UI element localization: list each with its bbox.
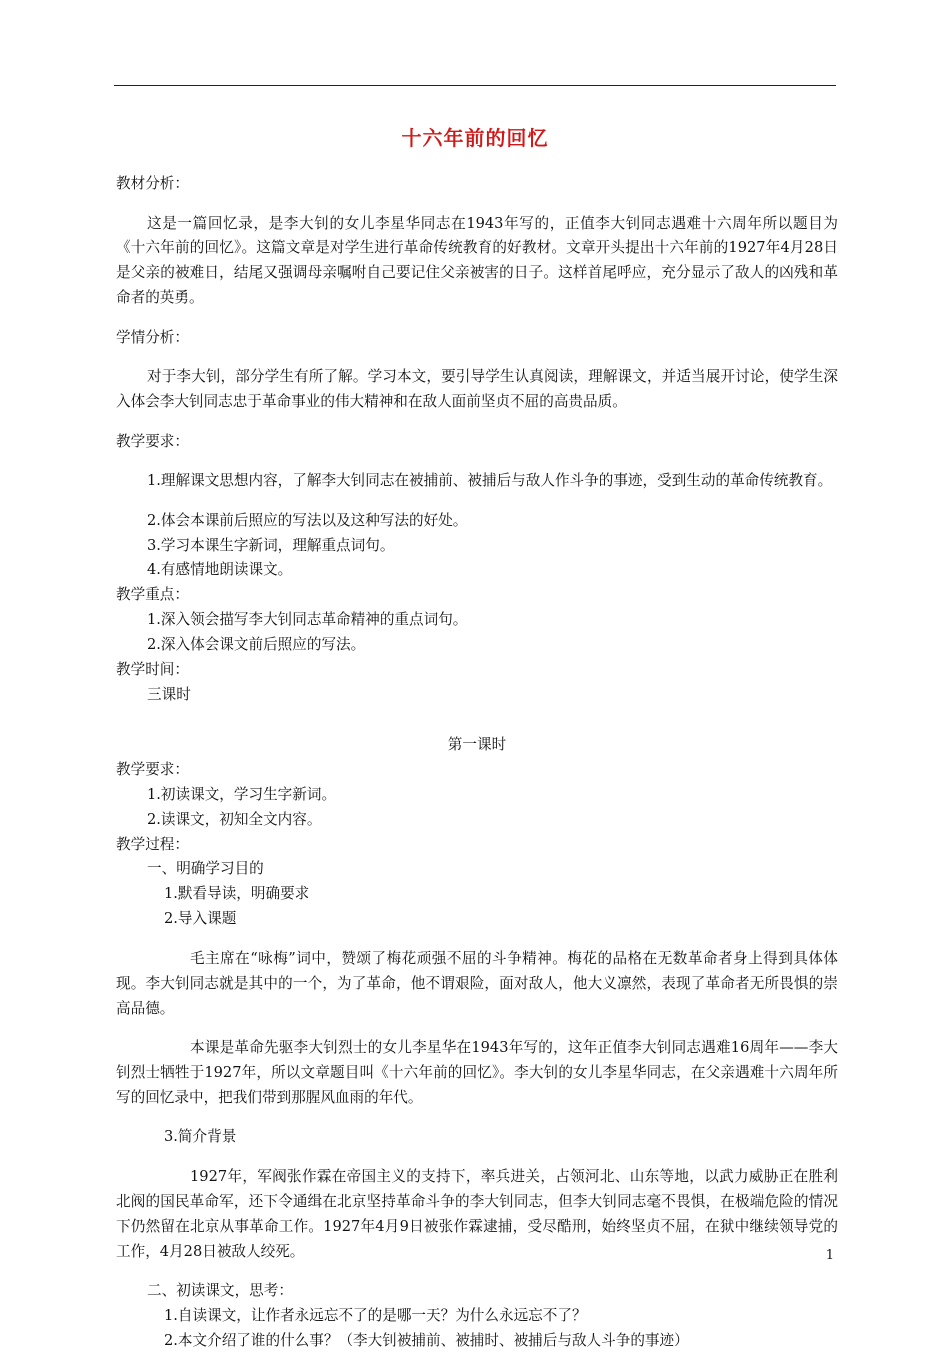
analysis-paragraph: 这是一篇回忆录，是李大钊的女儿李星华同志在1943年写的，正值李大钊同志遇难十六周年所以题目为《十六年前的回忆》。这篇文章是对学生进行革命传统教育的好教材。文章开头提出十六年前的1927年4月28日是父亲的被难日，结尾又强调母亲嘱咐自己要记住父亲被害的日子。这样首尾呼应，充分显示了敌人的凶残和革命者的英勇。 (116, 214, 838, 307)
focus-heading: 教学重点： (116, 586, 189, 604)
lesson1-heading: 第一课时 (447, 735, 507, 753)
lesson1-requirements-heading: 教学要求： (116, 760, 189, 778)
step-heading: 一、明确学习目的 (147, 860, 264, 878)
document-title: 十六年前的回忆 (401, 126, 549, 150)
spacer (116, 708, 838, 733)
requirements-heading: 教学要求： (116, 432, 189, 450)
time-text: 三课时 (147, 685, 191, 703)
intro-paragraph: 毛主席在“咏梅”词中，赞颂了梅花顽强不屈的斗争精神。梅花的品格在无数革命者身上得到具体体现。李大钊同志就是其中的一个，为了革命，他不谓艰险，面对敌人，他大义凛然，表现了革命者无所畏惧的崇高品德。 (116, 949, 838, 1017)
requirement-item: 4.有感情地朗读课文。 (147, 561, 293, 579)
intro-paragraph: 本课是革命先驱李大钊烈士的女儿李星华在1943年写的，这年正值李大钊同志遇难16周年——李大钊烈士牺牲于1927年，所以文章题目叫《十六年前的回忆》。李大钊的女儿李星华同志，在父亲遇难十六周年所写的回忆录中，把我们带到那腥风血雨的年代。 (116, 1039, 838, 1106)
sub-step: 2.导入课题 (164, 910, 237, 928)
focus-item: 2.深入体会课文前后照应的写法。 (147, 636, 366, 654)
analysis-heading: 教材分析： (116, 175, 189, 192)
requirement-item: 1.理解课文思想内容，了解李大钊同志在被捕前、被捕后与敌人作斗争的事迹，受到生动的革命传统教育。 (147, 472, 833, 490)
header-rule (114, 85, 836, 86)
time-heading: 教学时间： (116, 661, 189, 679)
students-heading: 学情分析： (116, 328, 189, 346)
step-heading: 二、初读课文，思考： (147, 1282, 293, 1300)
question-item: 2.本文介绍了谁的什么事？（李大钊被捕前、被捕时、被捕后与敌人斗争的事迹） (164, 1331, 689, 1349)
process-heading: 教学过程： (116, 835, 189, 853)
document-body (116, 172, 838, 1354)
focus-item: 1.深入领会描写李大钊同志革命精神的重点词句。 (147, 611, 468, 629)
requirement-item: 2.体会本课前后照应的写法以及这种写法的好处。 (147, 511, 468, 529)
requirement-item: 3.学习本课生字新词，理解重点词句。 (147, 536, 395, 554)
sub-step: 3.简介背景 (164, 1128, 237, 1146)
question-item: 1.自读课文，让作者永远忘不了的是哪一天？为什么永远忘不了？ (164, 1306, 587, 1324)
lesson1-requirement-item: 2.读课文，初知全文内容。 (147, 810, 322, 828)
page-number: 1 (825, 1248, 834, 1263)
students-paragraph: 对于李大钊，部分学生有所了解。学习本文，要引导学生认真阅读，理解课文，并适当展开讨论，使学生深入体会李大钊同志忠于革命事业的伟大精神和在敌人面前坚贞不屈的高贵品质。 (116, 368, 838, 411)
lesson1-requirement-item: 1.初读课文，学习生字新词。 (147, 785, 337, 803)
sub-step: 1.默看导读，明确要求 (164, 885, 310, 903)
background-paragraph: 1927年，军阀张作霖在帝国主义的支持下，率兵进关，占领河北、山东等地，以武力威胁正在胜利北阀的国民革命军，还下令通缉在北京坚持革命斗争的李大钊同志，但李大钊同志毫不畏惧，在极端危险的情况下仍然留在北京从事革命工作。1927年4月9日被张作霖逮捕，受尽酷刑，始终坚贞不屈，在狱中继续领导党的工作，4月28日被敌人绞死。 (116, 1167, 838, 1260)
